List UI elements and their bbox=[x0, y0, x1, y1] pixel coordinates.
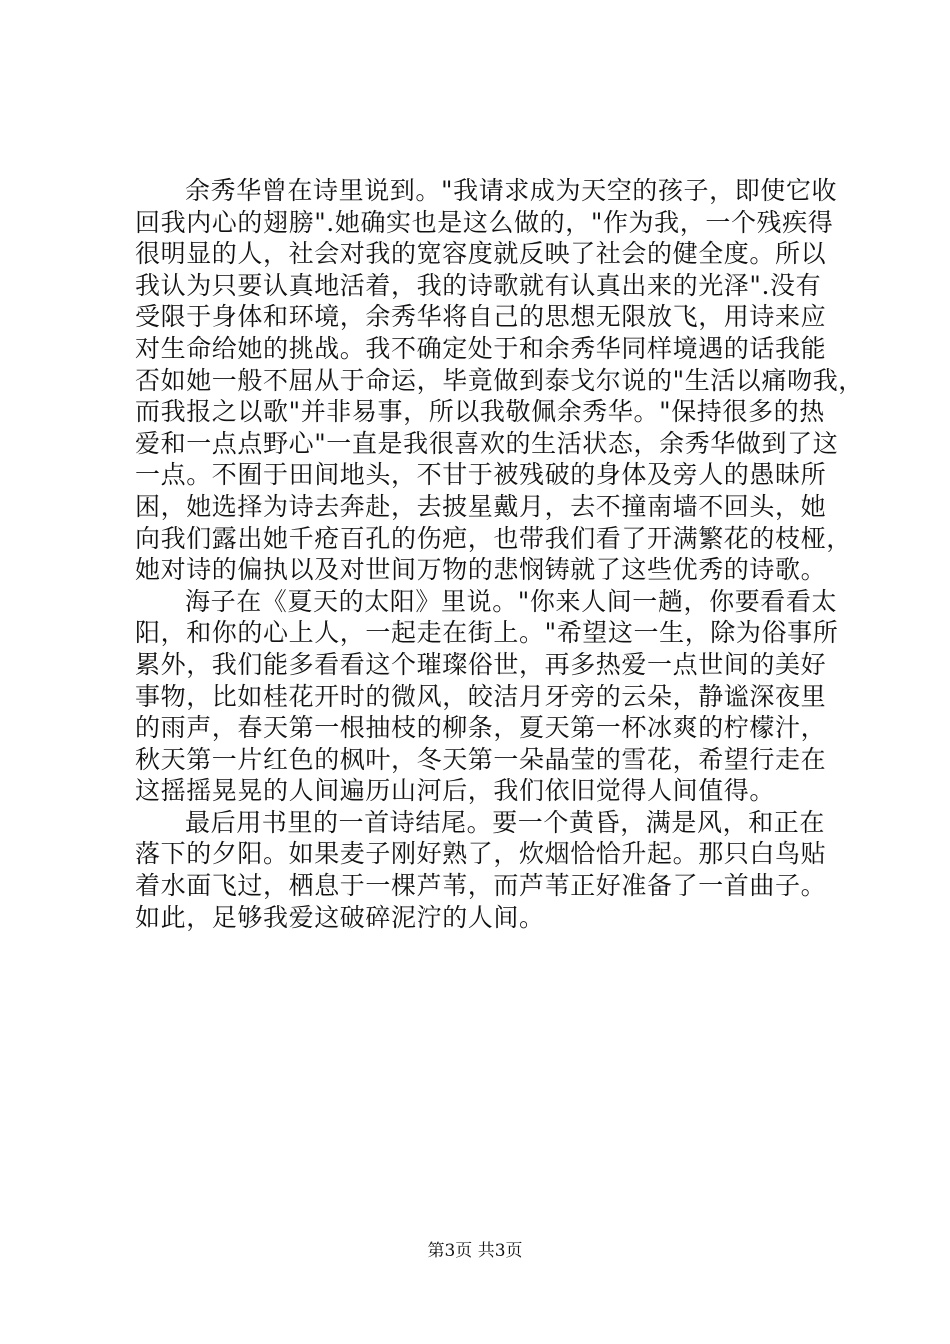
document-body bbox=[135, 175, 864, 933]
text-line: 而我报之以歌"并非易事，所以我敬佩余秀华。"保持很多的热 bbox=[135, 397, 825, 427]
text-line: 着水面飞过，栖息于一棵芦苇，而芦苇正好准备了一首曲子。 bbox=[135, 871, 827, 901]
text-line: 落下的夕阳。如果麦子刚好熟了，炊烟恰恰升起。那只白鸟贴 bbox=[135, 839, 827, 869]
text-line: 累外，我们能多看看这个璀璨俗世，再多热爱一点世间的美好 bbox=[135, 649, 827, 679]
page-number-footer: 第3页 共3页 bbox=[427, 1241, 523, 1261]
text-line: 我认为只要认真地活着，我的诗歌就有认真出来的光泽".没有 bbox=[135, 270, 822, 300]
text-line: 最后用书里的一首诗结尾。要一个黄昏，满是风，和正在 bbox=[185, 807, 826, 837]
text-line: 回我内心的翅膀".她确实也是这么做的，"作为我，一个残疾得 bbox=[135, 207, 834, 237]
text-line: 的雨声，春天第一根抽枝的柳条，夏天第一杯冰爽的柠檬汁， bbox=[135, 713, 827, 743]
text-line: 事物，比如桂花开时的微风，皎洁月牙旁的云朵，静谧深夜里 bbox=[135, 681, 827, 711]
text-line: 她对诗的偏执以及对世间万物的悲悯铸就了这些优秀的诗歌。 bbox=[135, 555, 827, 585]
text-line: 海子在《夏天的太阳》里说。"你来人间一趟，你要看看太 bbox=[185, 586, 838, 616]
text-line: 爱和一点点野心"一直是我很喜欢的生活状态，余秀华做到了这 bbox=[135, 428, 839, 458]
text-line: 阳，和你的心上人，一起走在街上。"希望这一生，除为俗事所 bbox=[135, 618, 839, 648]
text-line: 一点。不囿于田间地头，不甘于被残破的身体及旁人的愚昧所 bbox=[135, 460, 827, 490]
text-line: 很明显的人，社会对我的宽容度就反映了社会的健全度。所以 bbox=[135, 239, 827, 269]
text-line: 如此，足够我爱这破碎泥泞的人间。 bbox=[135, 902, 545, 932]
text-line: 秋天第一片红色的枫叶，冬天第一朵晶莹的雪花，希望行走在 bbox=[135, 744, 827, 774]
paragraph-1 bbox=[135, 175, 864, 586]
text-line: 对生命给她的挑战。我不确定处于和余秀华同样境遇的话我能 bbox=[135, 333, 827, 363]
text-line: 余秀华曾在诗里说到。"我请求成为天空的孩子，即使它收 bbox=[185, 176, 838, 205]
text-line: 否如她一般不屈从于命运，毕竟做到泰戈尔说的"生活以痛吻我， bbox=[135, 365, 864, 395]
text-line: 向我们露出她千疮百孔的伤疤，也带我们看了开满繁花的枝桠， bbox=[135, 523, 852, 553]
text-line: 受限于身体和环境，余秀华将自己的思想无限放飞，用诗来应 bbox=[135, 302, 827, 332]
paragraph-2 bbox=[135, 586, 839, 807]
paragraph-3 bbox=[135, 807, 825, 933]
text-line: 这摇摇晃晃的人间遍历山河后，我们依旧觉得人间值得。 bbox=[135, 776, 776, 806]
text-line: 困，她选择为诗去奔赴，去披星戴月，去不撞南墙不回头，她 bbox=[135, 491, 827, 521]
